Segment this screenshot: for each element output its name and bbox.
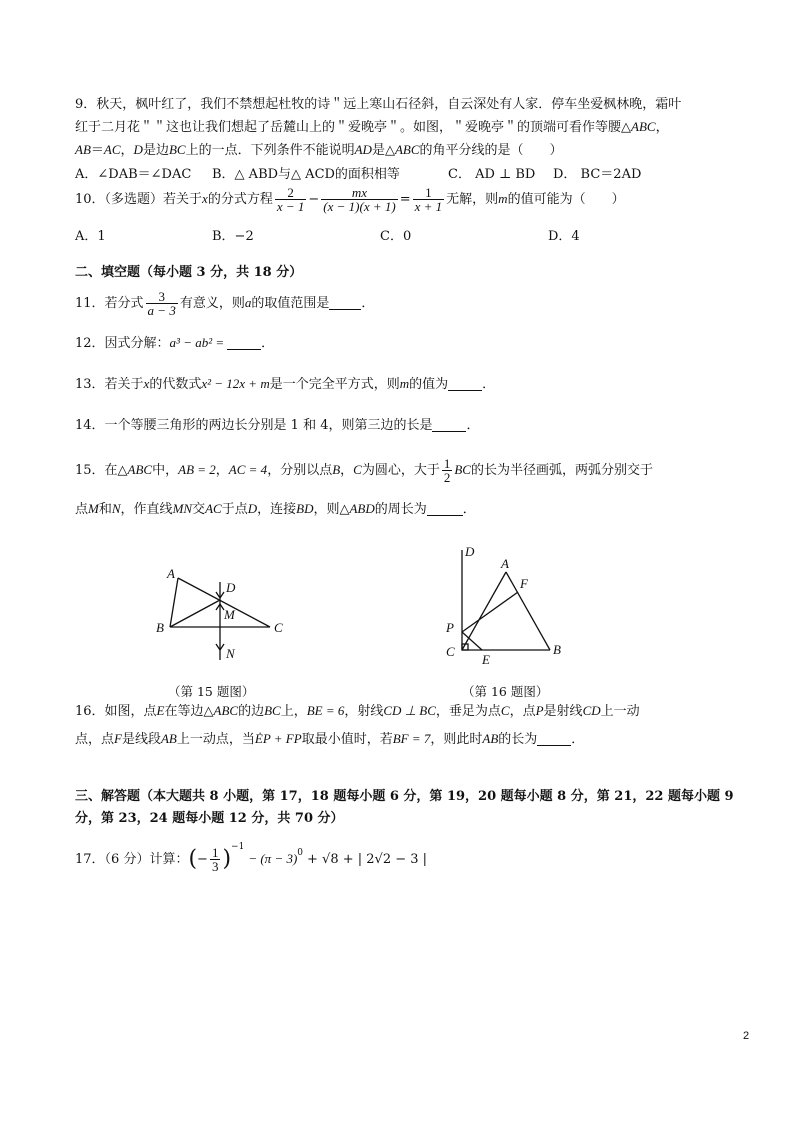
q11-text-b: 有意义，则 (179, 296, 245, 311)
q13-text-c: 是一个完全平方式，则 (269, 377, 400, 392)
q12-answer-blank[interactable] (227, 335, 261, 350)
q16-bf: BF = 7 (392, 731, 431, 746)
q10-fraction-2 (321, 186, 397, 213)
q16-abc: ABC (213, 703, 239, 718)
q13-answer-blank[interactable] (448, 376, 482, 391)
q15-l2-d: 交 (192, 502, 206, 517)
q17-paren-close: ) (222, 846, 232, 872)
q13 (75, 375, 495, 394)
q10-text-b: 的分式方程 (207, 192, 273, 207)
q15-line1 (75, 455, 653, 486)
q17-den: 3 (211, 859, 219, 874)
q17-exponent-0: 0 (297, 848, 304, 858)
q11-fraction (146, 290, 178, 317)
q15-end: ． (462, 502, 476, 517)
q9-eq: ＝ (90, 143, 104, 158)
q9-text4: 的角平分线的是（ ） (419, 143, 563, 158)
q10-var-x: x (202, 191, 208, 206)
q16-point-p: P (535, 703, 544, 718)
q14 (75, 417, 480, 435)
q16-bc: BC (264, 703, 281, 718)
q15-text-d: ，分别以点 (267, 463, 333, 478)
q16-ep-fp: ĖP + FP (254, 731, 302, 746)
q10-text-a: 10．（多选题）若关于 (75, 192, 203, 207)
q14-text: 14．一个等腰三角形的两边长分别是 1 和 4，则第三边的长是 (75, 418, 433, 433)
q9-comma: ， (120, 143, 134, 158)
q13-text-a: 13．若关于 (75, 377, 144, 392)
q15-l2-f: ，连接 (257, 502, 297, 517)
q16-be: BE = 6 (306, 703, 345, 718)
fig16-label-e: E (482, 652, 490, 667)
q9-line2-text: 红于二月花＂＂这也让我们想起了岳麓山上的＂爱晚亭＂。如图，＂爱晚亭＂的顶端可看作等腰△ (75, 120, 631, 135)
fig16-segment-pf (462, 592, 518, 632)
q15-point-m: M (88, 501, 99, 516)
q16-l2-d: 取最小值时，若 (301, 732, 393, 747)
q12-expr: a³ − ab² = (169, 335, 225, 350)
q11-text-c: 的取值范围是 (251, 296, 330, 311)
q9-option-c: C． AD ⊥ BD (448, 167, 536, 182)
fig15-label-d: D (226, 580, 236, 595)
q13-end: ． (482, 377, 496, 392)
q15-ac2: AC (205, 501, 222, 516)
q10-text-c: 无解，则 (446, 192, 499, 207)
q10-f1-num: 2 (275, 186, 307, 200)
figure-15 (150, 560, 300, 670)
q10-option-a: A．1 (75, 229, 106, 244)
q10-option-d: D．4 (548, 229, 580, 244)
q17-expr-2: + √8 + | 2√2 − 3 | (307, 852, 428, 867)
q15-point-b: B (332, 462, 341, 477)
q10-f1-den: x − 1 (276, 199, 305, 214)
q10-option-c: C．0 (380, 229, 412, 244)
q17-text: 17．（6 分）计算： (75, 852, 189, 867)
q15-text-e: ， (340, 463, 354, 478)
q17-expr-1: − (π − 3) (248, 851, 298, 866)
q16-line2 (75, 730, 584, 749)
q9-ad: AD (354, 142, 372, 157)
section3-title-line1: 三、解答题（本大题共 8 小题，第 17，18 题每小题 6 分，第 19，20 题每小题 8 分，第 21，22 题每小题 9 (75, 789, 734, 804)
q15-bd: BD (296, 501, 314, 516)
q16-cd: CD (582, 703, 601, 718)
fig16-label-c: C (446, 644, 455, 659)
q15-text-a: 15．在△ (75, 463, 128, 478)
q16-text-f: ，垂足为点 (435, 704, 501, 719)
q16-l2-c: 上一动点，当 (176, 732, 255, 747)
q9-text3: 是△ (371, 143, 395, 158)
q13-text-b: 的代数式 (149, 377, 202, 392)
q16-end: ． (571, 732, 585, 747)
q15-text-g: 的长为半径画弧，两弧分别交于 (470, 463, 653, 478)
q16-answer-blank[interactable] (537, 731, 571, 746)
q11-answer-blank[interactable] (329, 295, 361, 310)
q9-bc: BC (168, 142, 186, 157)
q9-line3 (75, 141, 563, 160)
q15-ac: AC = 4 (228, 462, 268, 477)
q15-half-den: 2 (443, 470, 451, 485)
q16-point-e: E (156, 703, 165, 718)
q15-half-fraction (442, 457, 453, 484)
q11-num: 3 (146, 290, 178, 304)
q16-point-f: F (114, 731, 122, 746)
q15-point-d: D (247, 501, 258, 516)
fig15-segment-ba (170, 578, 178, 627)
q11-text-a: 11．若分式 (75, 296, 144, 311)
fig16-segment-ab (506, 572, 550, 650)
q17 (75, 842, 427, 877)
figure-16 (440, 540, 580, 670)
q9-ab: AB (75, 142, 91, 157)
q13-var-m: m (399, 376, 410, 391)
q15-l2-c: ，作直线 (120, 502, 173, 517)
q10-fraction-1 (275, 186, 307, 213)
q16-text-c: 的边 (238, 704, 265, 719)
q13-expr: x² − 12x + m (201, 376, 270, 391)
q16-text-a: 16．如图，点 (75, 704, 157, 719)
q16-cd-perp-bc: CD ⊥ BC (383, 703, 436, 718)
q16-text-i: 上一动 (600, 704, 640, 719)
q9-line1: 9．秋天，枫叶红了，我们不禁想起杜牧的诗＂远上寒山石径斜，自云深处有人家．停车坐爱枫林晚，霜叶 (75, 97, 682, 112)
q15-text-f: 为圆心，大于 (361, 463, 440, 478)
q15-point-n: N (111, 501, 121, 516)
q15-point-c: C (353, 462, 362, 477)
q16-text-e: ，射线 (344, 704, 384, 719)
q16-line1 (75, 702, 640, 721)
q10-option-b: B．−2 (212, 229, 254, 244)
q9-text1: 是边 (142, 143, 169, 158)
q15-text-c: ， (215, 463, 229, 478)
q15-mn: MN (172, 501, 193, 516)
fig15-label-a: A (167, 566, 175, 581)
q12-text-a: 12．因式分解： (75, 336, 170, 351)
q16-text-g: ，点 (509, 704, 536, 719)
q17-fraction (210, 846, 221, 873)
q9-abc2: ABC (394, 142, 420, 157)
q9-line2-end: ， (655, 120, 669, 135)
q9-ac: AC (103, 142, 121, 157)
q14-answer-blank[interactable] (432, 417, 466, 432)
q9-d: D (133, 142, 143, 157)
section2-title: 二、填空题（每小题 3 分，共 18 分） (75, 265, 303, 280)
q16-l2-a: 点，点 (75, 732, 115, 747)
fig15-caption: （第 15 题图） (168, 684, 255, 699)
q10-text-d: 的值可能为（ ） (507, 192, 625, 207)
q13-text-d: 的值为 (409, 377, 449, 392)
q15-abc: ABC (127, 462, 153, 477)
q17-paren-open: ( (188, 846, 198, 872)
q11 (75, 288, 374, 319)
q10-stem (75, 184, 625, 215)
q10-eq: = (399, 192, 411, 207)
page-number: 2 (743, 1030, 750, 1042)
fig15-label-m: M (224, 607, 235, 622)
q15-l2-h: 的周长为 (374, 502, 427, 517)
fig16-label-a: A (501, 556, 509, 571)
q15-bc: BC (454, 462, 471, 477)
section3-title-line2: 分，第 23，24 题每小题 12 分，共 70 分） (75, 811, 344, 826)
q15-l2-b: 和 (98, 502, 112, 517)
q17-exponent: −1 (231, 842, 245, 852)
q10-minus: − (308, 192, 320, 207)
fig15-label-b: B (156, 620, 164, 635)
q15-l2-g: ，则△ (313, 502, 350, 517)
fig15-segment-bd (170, 600, 220, 627)
q11-den: a − 3 (147, 303, 176, 318)
q12 (75, 334, 274, 353)
q15-line2 (75, 500, 476, 519)
fig15-label-n: N (226, 646, 235, 661)
q16-text-b: 在等边△ (164, 704, 214, 719)
q16-l2-f: 的长为 (498, 732, 538, 747)
fig16-caption: （第 16 题图） (462, 684, 549, 699)
q10-fraction-3 (413, 186, 445, 213)
q17-neg: − (197, 852, 208, 867)
q16-text-d: 上， (280, 704, 307, 719)
fig16-segment-pe (462, 632, 482, 650)
q9-option-d: D． BC＝2AD (553, 167, 642, 182)
q15-ab: AB = 2 (178, 462, 216, 477)
q17-num: 1 (211, 845, 219, 860)
q15-answer-blank[interactable] (427, 501, 463, 516)
q12-end: ． (261, 336, 275, 351)
q11-var-a: a (244, 295, 252, 310)
q10-f2-den: (x − 1)(x + 1) (323, 199, 396, 214)
q10-f2-num: mx (321, 186, 397, 200)
q15-l2-a: 点 (75, 502, 89, 517)
q9-line2 (75, 118, 669, 137)
q10-var-m: m (498, 191, 508, 206)
q9-triangle-abc: ABC (631, 119, 656, 134)
q9-option-a: A．∠DAB＝∠DAC (75, 167, 192, 182)
q9-text2: 上的一点．下列条件不能说明 (185, 143, 355, 158)
q16-l2-b: 是线段 (121, 732, 161, 747)
fig16-label-f: F (520, 576, 528, 591)
q9-option-b: B．△ ABD与△ ACD的面积相等 (212, 167, 400, 182)
q10-f3-num: 1 (413, 186, 445, 200)
q13-var-x: x (143, 376, 150, 391)
fig16-label-b: B (553, 642, 561, 657)
q15-l2-e: 于点 (221, 502, 248, 517)
q15-abd: ABD (349, 501, 375, 516)
fig15-label-c: C (274, 620, 283, 635)
q16-point-c: C (500, 703, 510, 718)
q15-text-b: 中， (152, 463, 179, 478)
q16-ab: AB (160, 731, 177, 746)
fig16-label-p: P (446, 620, 454, 635)
q16-text-h: 是射线 (543, 704, 583, 719)
q16-l2-e: ，则此时 (430, 732, 483, 747)
q10-f3-den: x + 1 (414, 199, 443, 214)
q15-half-num: 1 (443, 456, 451, 471)
fig16-label-d: D (465, 544, 475, 559)
q16-ab2: AB (482, 731, 499, 746)
q14-end: ． (466, 418, 480, 433)
q11-end: ． (361, 296, 375, 311)
